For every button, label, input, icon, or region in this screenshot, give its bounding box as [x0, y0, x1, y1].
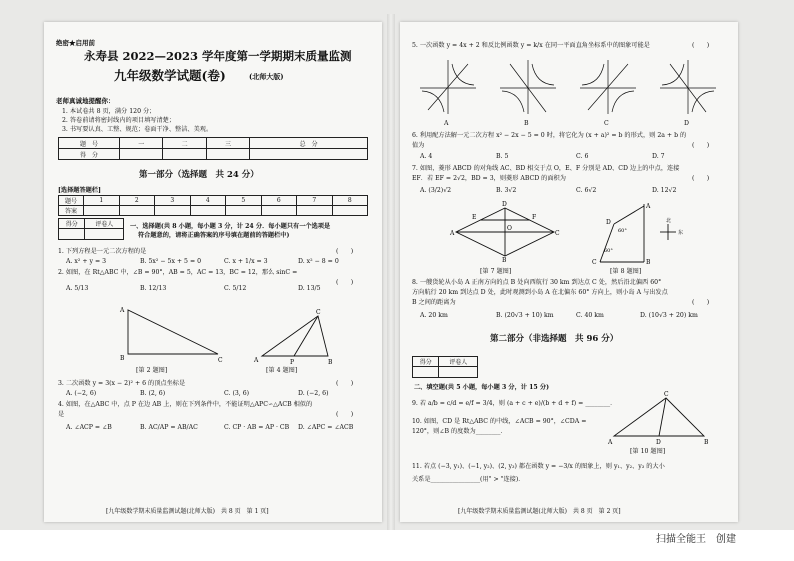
question-11-line-1: 11. 若点 (−3, y₁)、(−1, y₂)、(2, y₃) 都在函数 y = −3/x 的图象上，则 y₁、y₂、y₃ 的大小	[412, 463, 665, 470]
question-8-line-1: 8. 一艘货轮从小岛 A 正南方向的点 B 处向西航行 30 km 到达点 C 处，然后沿北偏西 60°	[412, 279, 662, 286]
q6-option-b: B. 5	[496, 153, 509, 160]
svg-text:60°: 60°	[618, 228, 627, 234]
question-4-line-1: 4. 如图，在△ABC 中，点 P 在边 AB 上，则在下列条件中，不能证明△APC∽△ACB 相似的	[58, 401, 313, 408]
q2-option-d: D. 13/5	[298, 285, 321, 292]
answer-card-table	[58, 195, 368, 216]
svg-text:D: D	[606, 219, 611, 226]
figure-8-navigation	[580, 202, 700, 266]
part2-heading: 第二部分（非选择题 共 96 分）	[490, 334, 619, 344]
svg-text:北: 北	[666, 218, 672, 224]
svg-text:C: C	[218, 357, 223, 364]
section1-instruction-2: 符合题意的，请将正确答案的序号填在题前的答题栏中)	[138, 232, 290, 239]
question-11-line-2: 关系是________________(用" > "连接)．	[412, 476, 525, 483]
q6-option-a: A. 4	[420, 153, 433, 160]
answer-cell	[226, 206, 262, 216]
svg-text:B: B	[646, 259, 651, 266]
exam-title: 永寿县 2022—2023 学年度第一学期期末质量监测	[84, 49, 352, 63]
grader-cell	[439, 367, 478, 378]
question-7-line-1: 7. 如图，菱形 ABCD 的对角线 AC、BD 相交于点 O，E、F 分别是 AD、CD 边上的中点，连接	[412, 165, 680, 172]
section2-instruction: 二、填空题(共 5 小题，每小题 3 分，计 15 分)	[414, 384, 550, 391]
answer-paren: ( )	[692, 299, 710, 306]
answer-header: 8	[332, 196, 368, 206]
svg-text:B: B	[120, 355, 125, 362]
q4-option-b: B. AC/AP = AB/AC	[140, 424, 198, 431]
answer-header: 3	[155, 196, 191, 206]
answer-header: 4	[190, 196, 226, 206]
answer-cell	[84, 206, 120, 216]
edition-label: (北师大版)	[249, 72, 284, 81]
q6-option-d: D. 7	[652, 153, 665, 160]
q2-option-c: C. 5/12	[224, 285, 247, 292]
figure-10-triangle	[608, 390, 718, 446]
answer-header: 1	[84, 196, 120, 206]
q1-option-c: C. x + 1/x = 3	[224, 258, 268, 265]
question-8-line-3: B 之间的距离为	[412, 299, 456, 306]
exam-page-2	[400, 22, 738, 522]
question-6-line-1: 6. 利用配方法解一元二次方程 x² − 2x − 5 = 0 时，将它化为 (x + a)² = b 的形式，则 2a + b 的	[412, 132, 687, 139]
svg-text:D: D	[656, 439, 661, 446]
score-header-cell: 三	[206, 138, 249, 149]
question-3: 3. 二次函数 y = 3(x − 2)² + 6 的顶点坐标是	[58, 380, 186, 387]
answer-header: 6	[261, 196, 297, 206]
q6-option-c: C. 6	[576, 153, 589, 160]
answer-cell	[297, 206, 333, 216]
q7-option-b: B. 3√2	[496, 187, 517, 194]
q2-option-b: B. 12/13	[140, 285, 167, 292]
answer-paren: ( )	[692, 175, 710, 182]
svg-text:E: E	[472, 214, 477, 221]
answer-paren: ( )	[336, 380, 354, 387]
score-cell	[120, 149, 163, 160]
svg-text:C: C	[555, 230, 560, 237]
scanner-watermark: 扫描全能王 创建	[656, 534, 736, 545]
figure-4-triangle	[254, 310, 334, 366]
q1-option-b: B. 5x² − 5x + 5 = 0	[140, 258, 202, 265]
notice-line-3: 3. 书写要认真、工整、规范；卷面干净、整洁、美观。	[62, 126, 213, 133]
answer-cell	[155, 206, 191, 216]
grader-box	[412, 356, 478, 378]
answer-paren: ( )	[336, 248, 354, 255]
score-row-label: 得 分	[59, 149, 120, 160]
score-cell	[250, 149, 368, 160]
grader-box	[58, 218, 124, 240]
answer-cell	[119, 206, 155, 216]
q4-option-a: A. ∠ACP = ∠B	[66, 424, 112, 431]
score-cell	[163, 149, 206, 160]
q5-option-a: A	[444, 120, 449, 127]
question-5: 5. 一次函数 y = 4x + 2 和反比例函数 y = k/x 在同一平面直角坐标系中的图象可能是	[412, 42, 650, 49]
question-6-line-2: 值为	[412, 142, 425, 149]
figure-4-caption: [第 4 题图]	[266, 367, 298, 374]
question-9: 9. 若 a/b = c/d = e/f = 3/4，则 (a + c + e)/(b + d + f) = ________．	[412, 400, 617, 407]
svg-text:D: D	[502, 201, 507, 208]
grader-name-label: 评卷人	[85, 219, 124, 229]
grader-score-label: 得分	[59, 219, 85, 229]
figure-7-rhombus	[450, 202, 560, 262]
q8-option-b: B. (20√3 + 10) km	[496, 312, 554, 319]
notice-line-2: 2. 答卷前请将密封线内的项目填写清楚；	[62, 117, 176, 124]
svg-text:F: F	[532, 214, 537, 221]
grader-score-label: 得分	[413, 357, 439, 367]
question-10-line-1: 10. 如图，CD 是 Rt△ABC 的中线，∠ACB = 90°，∠CDA =	[412, 418, 587, 425]
answer-paren: ( )	[692, 42, 710, 49]
page-fold-shadow	[387, 14, 395, 530]
q5-option-c: C	[604, 120, 609, 127]
q4-option-c: C. CP · AB = AP · CB	[224, 424, 290, 431]
figure-10-caption: [第 10 题图]	[630, 448, 666, 455]
q8-option-a: A. 20 km	[420, 312, 448, 319]
q3-option-b: B. (2, 6)	[140, 390, 166, 397]
figure-2-triangle	[114, 304, 224, 364]
grader-cell	[413, 367, 439, 378]
figure-2-caption: [第 2 题图]	[136, 367, 168, 374]
figure-8-caption: [第 8 题图]	[610, 268, 642, 275]
svg-text:60°: 60°	[604, 248, 613, 254]
answer-paren: ( )	[336, 411, 354, 418]
q8-option-d: D. (10√3 + 20) km	[640, 312, 698, 319]
question-8-line-2: 方向航行 20 km 到达点 D 处，此时观测到小岛 A 在北偏东 60° 方向上，则小岛 A 与出发点	[412, 289, 668, 296]
svg-text:A: A	[450, 230, 455, 237]
q5-option-d: D	[684, 120, 689, 127]
svg-text:A: A	[254, 357, 259, 364]
figure-7-caption: [第 7 题图]	[480, 268, 512, 275]
answer-card-label: [选择题答题栏]	[58, 187, 101, 194]
svg-text:B: B	[502, 257, 507, 264]
answer-row-label: 答案	[59, 206, 84, 216]
answer-header: 5	[226, 196, 262, 206]
q3-option-d: D. (−2, 6)	[298, 390, 329, 397]
figure-5-graphs	[414, 54, 724, 118]
score-table	[58, 137, 368, 160]
q3-option-a: A. (−2, 6)	[66, 390, 97, 397]
svg-text:P: P	[290, 359, 295, 366]
score-header-cell: 题 号	[59, 138, 120, 149]
grader-name-label: 评卷人	[439, 357, 478, 367]
notice-heading: 老师真诚地提醒你：	[56, 97, 115, 105]
q7-option-a: A. (3/2)√2	[420, 187, 452, 194]
score-header-cell: 二	[163, 138, 206, 149]
q2-option-a: A. 5/13	[66, 285, 89, 292]
page-2-footer: [九年级数学期末质量监测试题(北师大版) 共 8 页 第 2 页]	[458, 508, 621, 515]
secret-label: 绝密★启用前	[56, 39, 95, 47]
q1-option-a: A. x² + y = 3	[66, 258, 107, 265]
page-1-footer: [九年级数学期末质量监测试题(北师大版) 共 8 页 第 1 页]	[106, 508, 269, 515]
grader-cell	[59, 229, 85, 240]
question-7-line-2: EF．若 EF = 2√2，BD = 3，则菱形 ABCD 的面积为	[412, 175, 566, 182]
q4-option-d: D. ∠APC = ∠ACB	[298, 424, 354, 431]
answer-header: 7	[297, 196, 333, 206]
q7-option-d: D. 12√2	[652, 187, 677, 194]
q3-option-c: C. (3, 6)	[224, 390, 250, 397]
svg-text:C: C	[592, 259, 597, 266]
question-10-line-2: 120°，则∠B 的度数为________．	[412, 428, 507, 435]
question-2: 2. 如图，在 Rt△ABC 中，∠B = 90°，AB = 5，AC = 13，BC = 12，那么 sinC =	[58, 269, 298, 276]
answer-paren: ( )	[336, 279, 354, 286]
svg-text:C: C	[316, 309, 321, 316]
svg-text:C: C	[664, 391, 669, 398]
answer-cell	[332, 206, 368, 216]
q7-option-c: C. 6√2	[576, 187, 597, 194]
question-1: 1. 下列方程是一元二次方程的是	[58, 248, 147, 255]
part1-heading: 第一部分（选择题 共 24 分）	[139, 170, 259, 180]
grader-cell	[85, 229, 124, 240]
score-header-cell: 一	[120, 138, 163, 149]
notice-line-1: 1. 本试卷共 8 页，满分 120 分；	[62, 108, 156, 115]
answer-paren: ( )	[692, 142, 710, 149]
question-4-line-2: 是	[58, 411, 65, 418]
section1-instruction-1: 一、选择题(共 8 小题，每小题 3 分，计 24 分．每小题只有一个选项是	[130, 223, 331, 230]
q5-option-b: B	[524, 120, 529, 127]
score-cell	[206, 149, 249, 160]
answer-cell	[190, 206, 226, 216]
exam-subtitle: 九年级数学试题(卷)	[114, 68, 226, 83]
svg-text:A: A	[646, 203, 651, 210]
score-header-cell: 总 分	[250, 138, 368, 149]
svg-text:O: O	[507, 225, 512, 232]
svg-text:A: A	[120, 307, 125, 314]
q8-option-c: C. 40 km	[576, 312, 604, 319]
answer-header: 题号	[59, 196, 84, 206]
svg-text:B: B	[328, 359, 333, 366]
svg-text:B: B	[704, 439, 709, 446]
svg-text:A: A	[608, 439, 613, 446]
exam-page-1	[44, 22, 382, 522]
answer-cell	[261, 206, 297, 216]
answer-header: 2	[119, 196, 155, 206]
q1-option-d: D. x² − 8 = 0	[298, 258, 339, 265]
svg-text:东: 东	[678, 230, 684, 236]
